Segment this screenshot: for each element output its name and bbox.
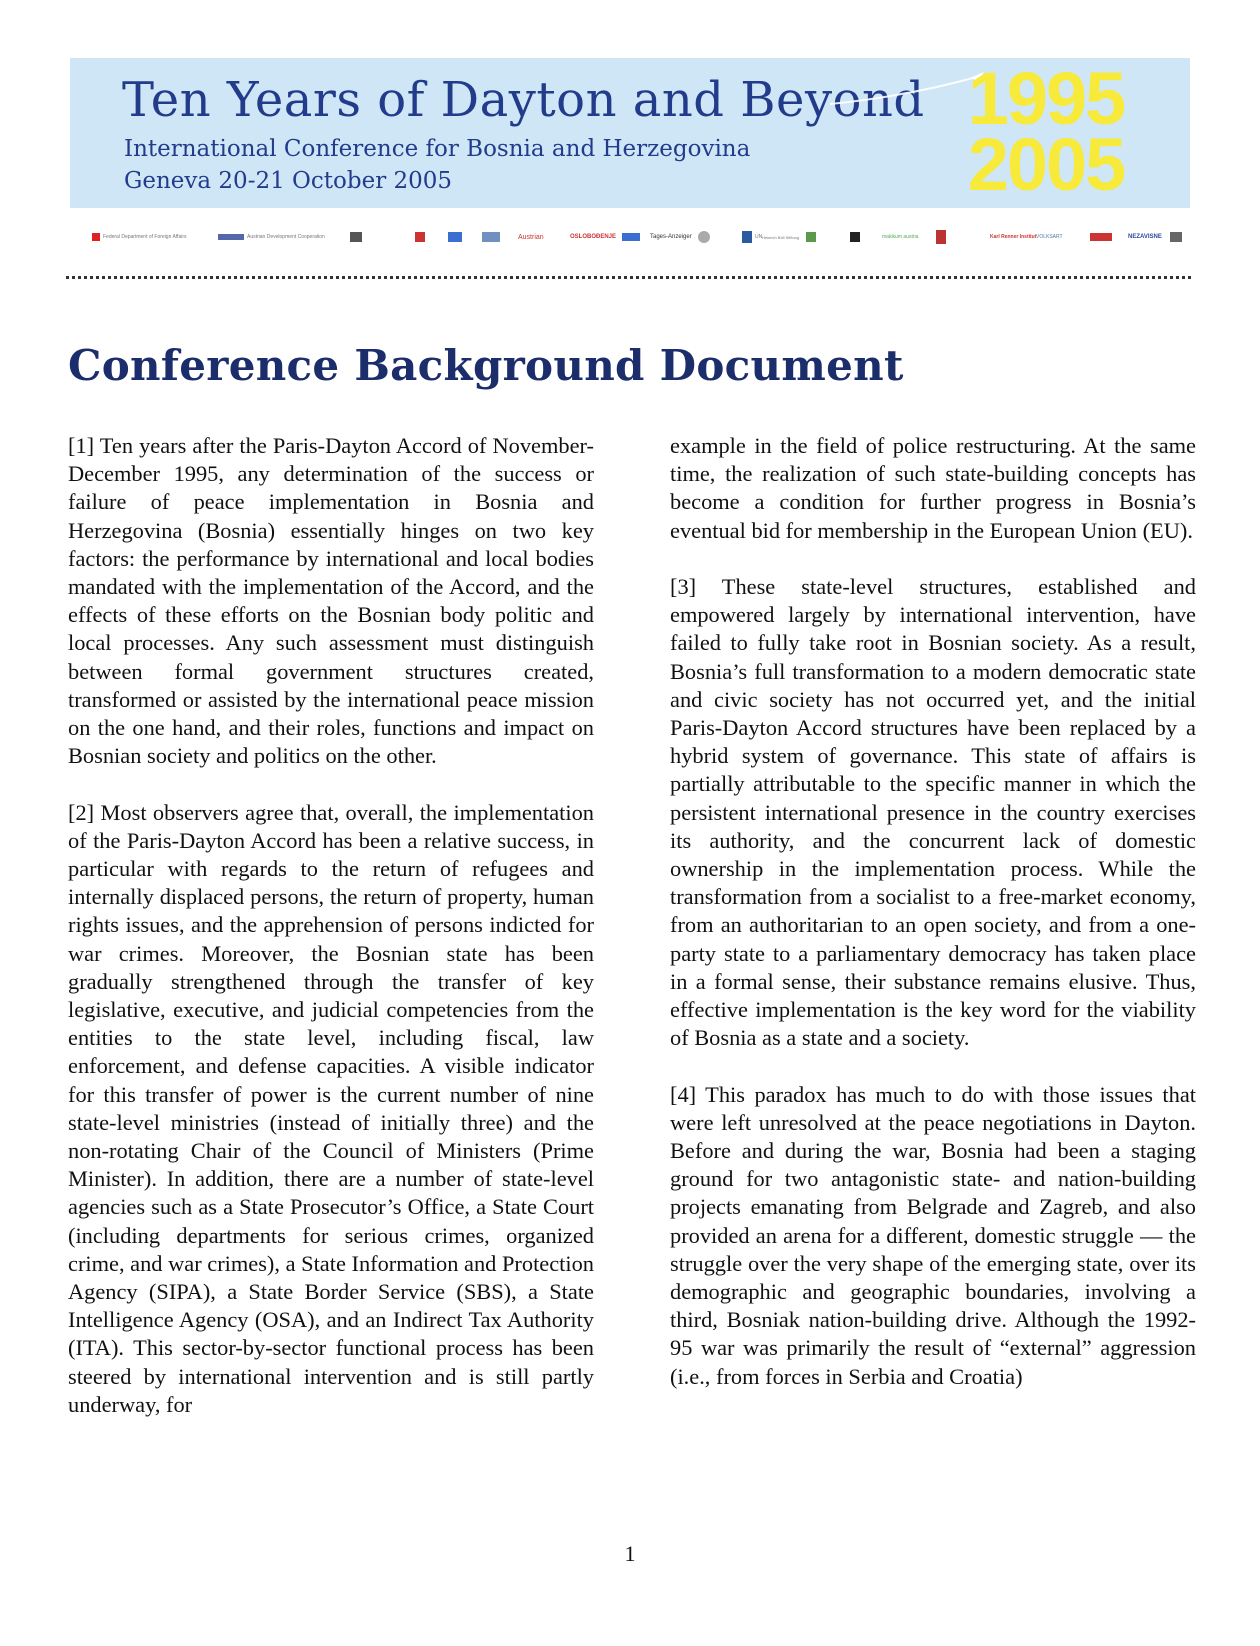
sponsor-logo-renner: Karl Renner Institut bbox=[990, 234, 1037, 240]
banner-title: Ten Years of Dayton and Beyond bbox=[122, 72, 925, 128]
paragraph-2: [2] Most observers agree that, overall, the implementation of the Paris-Dayton Accord has been a relative success, in particular with regards to the return of refugees and internally displaced persons, the return of property, human rights issues, and the apprehension of persons indicted for war crimes. Moreover, the Bosnian state has been gradually strengthened through the transfer of key legislative, executive, and judicial competencies from the entities to the state level, including fiscal, law enforcement, and defense capacities. A visible indicator for this transfer of power is the current number of nine state-level ministries (instead of initially three) and the non-rotating Chair of the Council of Ministers (Prime Minister). In addition, there are a number of state-level agencies such as a State Prosecutor’s Office, a State Court (including departments for serious crimes, organized crime, and war crimes), a State Information and Protection Agency (SIPA), a State Border Service (SBS), a State Intelligence Agency (OSA), and an Indirect Tax Authority (ITA). This sector-by-sector functional process has been steered by international intervention and is still partly underway, for bbox=[68, 799, 594, 1417]
sponsor-logo-crest bbox=[350, 230, 365, 244]
sponsor-logo-un: UN bbox=[742, 230, 762, 244]
sponsor-logo-ada: Austrian Development Cooperation bbox=[218, 230, 317, 244]
page-number: 1 bbox=[624, 1541, 636, 1566]
sponsor-logo-nezavisne: NEZAVISNE bbox=[1128, 234, 1162, 240]
sponsor-logo-blue-1 bbox=[448, 230, 465, 244]
swiss-cross-icon bbox=[92, 233, 100, 241]
year-end: 2005 bbox=[967, 123, 1125, 206]
sponsor-logo-house bbox=[850, 230, 863, 244]
sponsor-logo-blue-2 bbox=[482, 230, 503, 244]
dotted-divider bbox=[66, 276, 1191, 279]
sponsor-logo-strip bbox=[70, 208, 1190, 273]
sponsor-logo-volksart: VOLKSART bbox=[1036, 234, 1063, 240]
year-start: 1995 bbox=[967, 57, 1125, 140]
sponsor-logo-seal bbox=[698, 230, 713, 244]
right-column bbox=[670, 432, 1196, 1419]
sponsor-logo-green bbox=[806, 230, 819, 244]
banner-subtitle: International Conference for Bosnia and Herzegovina bbox=[124, 136, 751, 162]
sponsor-logo-tages-anzeiger: Tages-Anzeiger bbox=[650, 234, 692, 240]
sponsor-logo-blue-3 bbox=[622, 230, 643, 244]
document-heading: Conference Background Document bbox=[68, 341, 904, 390]
sponsor-logo-crest-red bbox=[936, 230, 949, 244]
years-logo bbox=[936, 57, 1156, 206]
paragraph-4: [4] This paradox has much to do with those issues that were left unresolved at the peace negotiations in Dayton. Before and during the war, Bosnia had been a staging ground for two antagonistic state- and nation-building projects emanating from Belgrade and Zagreb, and also provided an arena for a different, domestic struggle — the struggle over the very shape of the emerging state, over its demographic and geographic boundaries, involving a third, Bosniak nation-building drive. Although the 1992-95 war was primarily the result of “external” aggression (i.e., from forces in Serbia and Croatia) bbox=[670, 1081, 1196, 1389]
sponsor-logo-red-box bbox=[1090, 230, 1115, 244]
sponsor-logo-swiss: Federal Department of Foreign Affairs bbox=[92, 230, 173, 244]
sponsor-logo-boell: Heinrich Böll Stiftung bbox=[762, 234, 800, 240]
paragraph-1: [1] Ten years after the Paris-Dayton Accord of November-December 1995, any determination of the success or failure of peace implementation in Bosnia and Herzegovina (Bosnia) essentially hinges on two key factors: the performance by international and local bodies mandated with the implementation of the Accord, and the effects of these efforts on the Bosnian body politic and local processes. Any such assessment must distinguish between formal government structures created, transformed or assisted by the international peace mission on the one hand, and their roles, functions and impact on Bosnian society and politics on the other. bbox=[68, 433, 594, 769]
conference-banner bbox=[70, 58, 1190, 208]
sponsor-logo-flag bbox=[415, 230, 428, 244]
sponsor-logo-last bbox=[1170, 230, 1185, 244]
left-column bbox=[68, 432, 594, 1447]
paragraph-2-continued: example in the field of police restructuring. At the same time, the realization of such state-building concepts has become a condition for further progress in Bosnia’s eventual bid for membership in the European Union (EU). bbox=[670, 433, 1196, 543]
paragraph-3: [3] These state-level structures, established and empowered largely by international intervention, have failed to fully take root in Bosnian society. As a result, Bosnia’s full transformation to a modern democratic state and civic society has not occurred yet, and the initial Paris-Dayton Accord structures have been replaced by a hybrid system of governance. This state of affairs is partially attributable to the specific manner in which the persistent international presence in the country exercises its authority, and the concurrent lack of domestic ownership in the implementation process. While the transformation from a socialist to a free-market economy, from an authoritarian to an open society, and from a one-party state to a parliamentary democracy has taken place in a formal sense, their substance remains elusive. Thus, effective implementation is the key word for the viability of Bosnia as a state and a society. bbox=[670, 574, 1196, 1051]
sponsor-logo-austrian: Austrian bbox=[518, 233, 544, 241]
sponsor-logo-makikum: makikum austria bbox=[882, 234, 919, 240]
sponsor-logo-oslobodjenje: OSLOBOĐENJE bbox=[570, 234, 617, 240]
banner-location-date: Geneva 20-21 October 2005 bbox=[124, 168, 453, 194]
